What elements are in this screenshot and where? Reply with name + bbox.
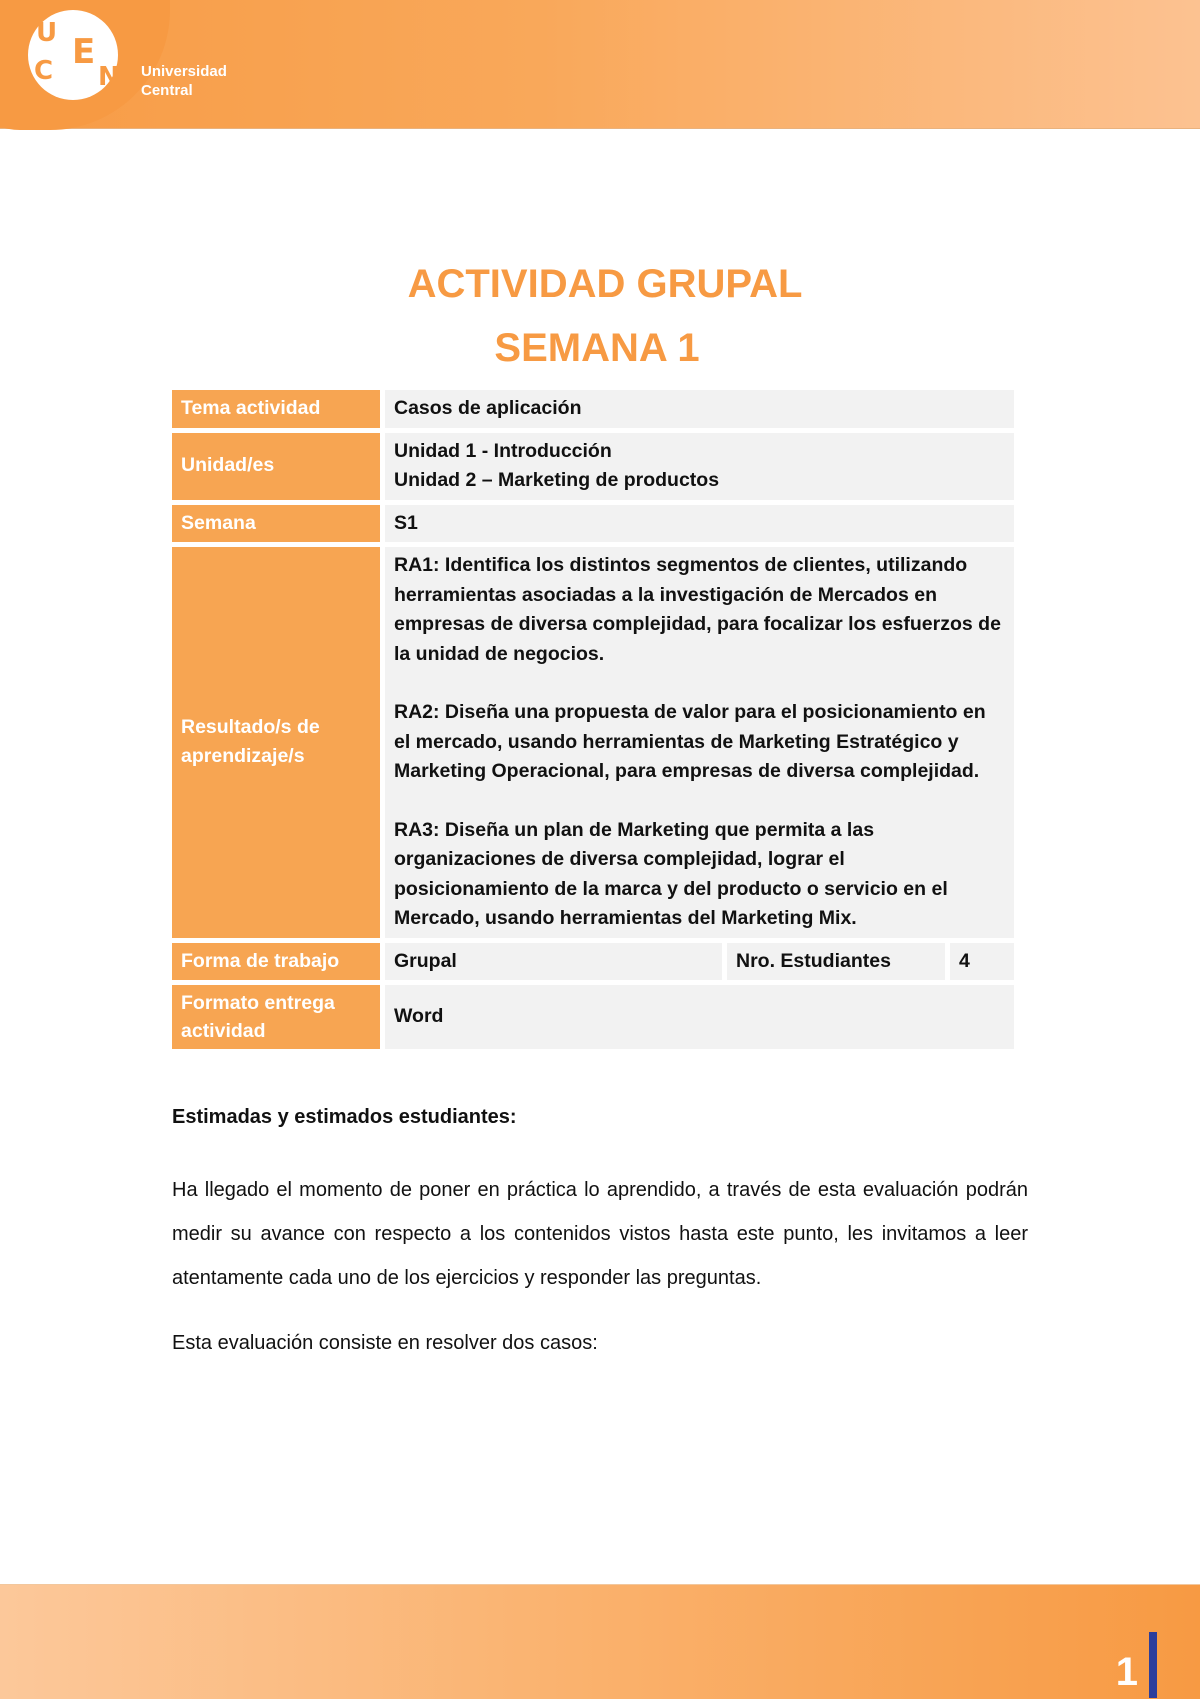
logo-letters <box>28 10 118 100</box>
page-number-bar <box>1149 1632 1157 1698</box>
page-number: 1 <box>1115 1650 1138 1694</box>
logo-letter: C <box>34 56 54 86</box>
ra3-text: RA3: Diseña un plan de Marketing que permita a las organizaciones de diversa complejidad, lograr el posicionamiento de la marca y del producto o servicio en el Mercado, usando herramientas del Marketing Mix. <box>394 818 948 929</box>
forma-value: Grupal <box>385 943 722 981</box>
unidad-label: Unidad/es <box>172 433 380 500</box>
page-header <box>0 0 1200 129</box>
cases-intro: Esta evaluación consiste en resolver dos casos: <box>172 1332 598 1354</box>
intro-paragraph: Ha llegado el momento de poner en práctica lo aprendido, a través de esta evaluación podrán medir su avance con respecto a los contenidos vistos hasta este punto, les invitamos a leer atentamente cada uno de los ejercicios y responder las preguntas. <box>172 1179 1028 1289</box>
brand-line-2: Central <box>141 82 193 99</box>
ra2-text: RA2: Diseña una propuesta de valor para el posicionamiento en el mercado, usando herramientas de Marketing Estratégico y Marketing Operacional, para empresas de diversa complejidad. <box>394 701 986 782</box>
nro-estudiantes-value: 4 <box>950 943 1014 981</box>
ra1-text: RA1: Identifica los distintos segmentos de clientes, utilizando herramientas asociadas a la investigación de Mercados en empresas de diversa complejidad, para focalizar los esfuerzos de la unidad de negocios. <box>394 554 1001 665</box>
table-row <box>172 985 1014 1049</box>
unidad-2: Unidad 2 – Marketing de productos <box>394 469 720 491</box>
activity-info-table <box>167 385 1019 1054</box>
logo-letter: N <box>98 62 120 92</box>
resultados-label: Resultado/s de aprendizaje/s <box>172 547 380 938</box>
document-title: ACTIVIDAD GRUPAL <box>407 262 803 306</box>
table-row <box>172 390 1014 428</box>
tema-label: Tema actividad <box>172 390 380 428</box>
unidad-1: Unidad 1 - Introducción <box>394 439 612 462</box>
document-subtitle: SEMANA 1 <box>494 326 700 370</box>
brand-line-1: Universidad <box>141 63 227 80</box>
formato-label: Formato entrega actividad <box>172 985 380 1049</box>
table-row <box>172 943 1014 981</box>
table-row <box>172 433 1014 500</box>
unidad-value <box>385 433 1014 500</box>
nro-estudiantes-label: Nro. Estudiantes <box>727 943 945 981</box>
logo-letter: E <box>72 32 96 72</box>
table-row <box>172 547 1014 938</box>
brand-name <box>141 62 227 100</box>
resultados-value <box>385 547 1014 938</box>
page-footer <box>0 1584 1200 1699</box>
semana-value: S1 <box>385 505 1014 543</box>
greeting: Estimadas y estimados estudiantes: <box>172 1106 517 1128</box>
tema-value: Casos de aplicación <box>385 390 1014 428</box>
forma-label: Forma de trabajo <box>172 943 380 981</box>
formato-value: Word <box>385 985 1014 1049</box>
table-row <box>172 505 1014 543</box>
logo-letter: U <box>36 18 58 48</box>
semana-label: Semana <box>172 505 380 543</box>
